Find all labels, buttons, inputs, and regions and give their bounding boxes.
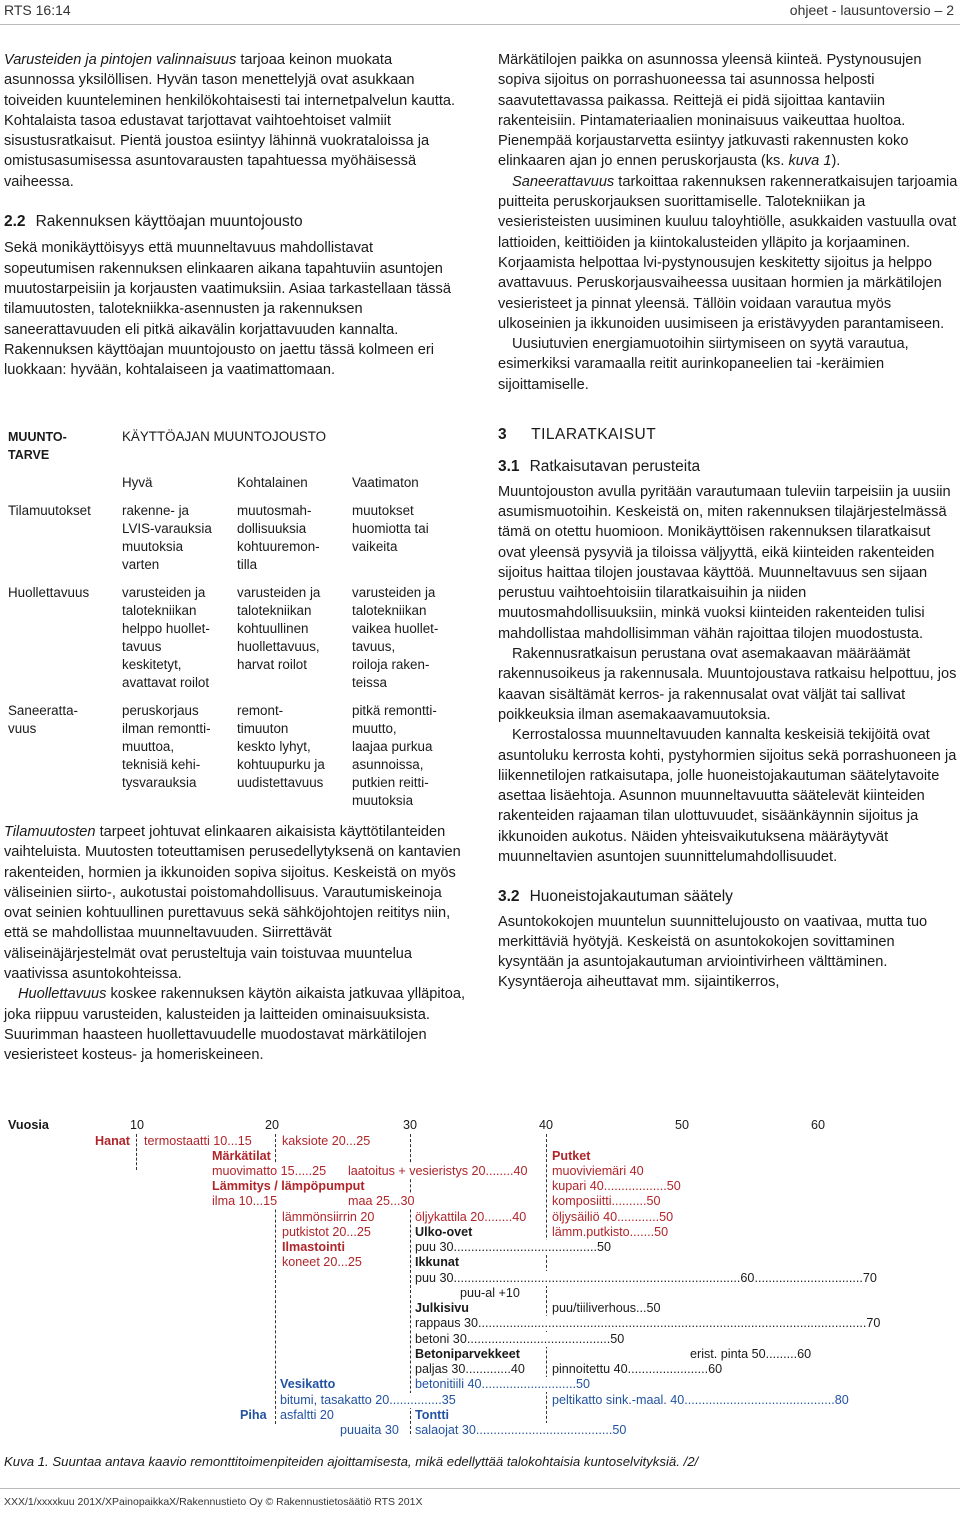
timeline-item: pinnoitettu 40.......................60 (552, 1362, 723, 1376)
table-row-label: Saneeratta- vuus (8, 703, 78, 736)
timeline-gridline (136, 1134, 137, 1170)
table-cell: varusteiden ja talotekniikan vaikea huollet- tavuus, roiloja raken- teissa (352, 585, 439, 690)
timeline-axis-label: Vuosia (8, 1118, 49, 1132)
timeline-item: betonitiili 40...........................50 (415, 1377, 590, 1391)
timeline-year: 40 (539, 1118, 554, 1132)
table-cell: remont- timuuton keskto lyhyt, kohtuupurku ja uudistettavuus (237, 703, 325, 790)
page-header (0, 0, 960, 24)
timeline-item: maa 25...30 (348, 1194, 415, 1208)
intro-paragraph (4, 50, 466, 192)
timeline-item: Tontti (415, 1408, 450, 1422)
header-rule (0, 24, 960, 25)
table-col-kohtalainen: Kohtalainen (237, 475, 308, 490)
timeline-item: puu 30..................................................................................60...............................70 (415, 1271, 877, 1285)
timeline-item: kaksiote 20...25 (282, 1134, 371, 1148)
right-column (498, 50, 958, 993)
timeline-item: Märkätilat (212, 1149, 271, 1163)
table-col-vaatimaton: Vaatimaton (352, 475, 419, 490)
section-3-1-title: Ratkaisutavan perusteita (529, 458, 701, 476)
timeline-item: Ikkunat (415, 1255, 460, 1269)
tilamuutokset-text: tarpeet johtuvat elinkaaren aikaisista käyttötilanteiden vaihteluista. Muutosten toteuttamisen perusedellytyksenä on kantavien rakenteiden, hormien ja ikkunoiden sopiva sijoitus. Keskeistä on myös väliseinien siirto-, aukotustai poistomahdollisuus. Varautumiskeinoja ovat seinien kohtuullinen purettavuus sekä sähköjohtojen reititys niin, että se mahdollistaa muunneltavuuden. Siirrettävät väliseinäjärjestelmät ovat perusteltuja vain toistuvaa muuntelua vaativissa asuntokohteissa. (4, 824, 461, 983)
timeline-item: asfaltti 20 (280, 1408, 334, 1422)
timeline-item: puu-al +10 (460, 1286, 520, 1300)
section-3-1-paragraph-3: Kerrostalossa muunneltavuuden kannalta keskeisiä tekijöitä ovat asuntoluku kerrosta kohti, pystyhormien sijoitus sekä porrashuoneen ja liikennetilojen ratkaisutapa, jolle huoneistojakautuman säätelytavoite asettaa lisäehtoja. Asunnon muunneltavuutta säätelevät kiinteiden rakenteiden rajaaman tilan ulottuvuudet, sisäänkäynnin sijoitus ja ikkunoiden aukotus. Näiden yhteisvaikutuksena määräytyvät muunneltavien asuntojen suunnittelumahdollisuudet. (498, 727, 957, 865)
wet-rooms-text: Märkätilojen paikka on asunnossa yleensä kiinteä. Pystynousujen sopiva sijoitus on porrashuoneessa tai asunnossa helposti saavutettavassa paikassa. Reittejä ei pidä sijoittaa kantaviin rakenteisiin. Pintamateriaalien moninaisuus vaikeuttaa huoltoa. Pienempää korjaustarvetta esiintyy jatkuvasti rakennusten koko elinkaaren ajan jo ennen peruskorjausta (ks. (498, 52, 922, 170)
section-3-number: 3 (498, 426, 508, 444)
table-row-label: Huollettavuus (8, 585, 90, 600)
timeline-gridline (410, 1134, 411, 1434)
tilamuutokset-term: Tilamuutosten (4, 824, 96, 840)
timeline-year: 50 (675, 1118, 690, 1132)
table-cell: varusteiden ja talotekniikan kohtuullinen huollettavuus, harvat roilot (237, 585, 321, 672)
timeline-item: ilma 10...15 (212, 1194, 278, 1208)
footer-rule (0, 1488, 960, 1489)
timeline-year: 20 (265, 1118, 280, 1132)
timeline-year: 30 (403, 1118, 418, 1132)
huollettavuus-text: koskee rakennuksen käytön aikaista jatkuvaa ylläpitoa, joka riippuu varusteiden, kalusteiden ja laitteiden ominaisuuksista. Suurimman haasteen huollettavuudelle muodostavat märkätilojen vesieristeet kosteus- ja homeriskeineen. (4, 986, 466, 1064)
section-3-2-paragraph: Asuntokokojen muuntelun suunnittelujousto on vaativaa, mutta tuo merkittäviä hyötyjä. Keskeistä on asuntokokojen sovittaminen kysyntään ja asuntojakautuman arviointivirheen välttäminen. Kysyntäeroja aiheuttavat mm. sijaintikerros, (498, 913, 928, 991)
section-3-2-number: 3.2 (498, 888, 520, 906)
saneerattavuus-term: Saneerattavuus (512, 173, 615, 190)
intro-text: tarjoaa keinon muokata asunnossa yksilöllisen. Hyvän tason menettelyjä ovat asukkaan toiveiden kuunteleminen henkilökohtaisesti tai internetpalvelun kautta. Kohtalaista tasoa edustavat tarjottavat vaihtoehtoiset valmiit sisustusratkaisut. Pientä joustoa esiintyy lähinnä vuokrataloissa ja omistusasumisessa asuntovarausten tapahtuessa myöhäisessä vaiheessa. (4, 52, 456, 190)
tilamuutokset-paragraph (4, 822, 466, 984)
saneerattavuus-text: tarkoittaa rakennuksen rakenneratkaisujen tarjoamia puitteita peruskorjauksen suorittamiselle. Talotekniikan ja vesieristeisten uusiminen kuuluu taloyhtiölle, asukkaiden vastuulla ovat lattioiden, keittiöiden ja kiintokalusteiden ylläpito ja korjaaminen. Korjaamista helpottaa lvi-pystynousujen keskitetty sijoitus ja helppo avattavuus. Peruskorjausvaiheessa uusitaan hormien ja märkätilojen vesieristeet ja pinnat yleensä. Tällöin voidaan varautua myös ulkoseinien ja ikkunoiden uusimiseen ja eristävyyden parantamiseen. (498, 173, 958, 332)
section-2-2-heading (4, 212, 466, 232)
timeline-item: putkistot 20...25 (282, 1225, 371, 1239)
wet-rooms-paragraph (498, 50, 958, 172)
timeline-item: erist. pinta 50.........60 (690, 1347, 812, 1361)
timeline-item: paljas 30.............40 (415, 1362, 525, 1376)
renovation-timeline (0, 1110, 960, 1445)
timeline-item: laatoitus + vesieristys 20........40 (348, 1164, 528, 1178)
table-row-label: Tilamuutokset (8, 503, 91, 518)
table-cell: peruskorjaus ilman remontti- muuttoa, teknisiä kehi- tysvarauksia (122, 703, 211, 790)
table-corner: MUUNTO- TARVE (8, 430, 67, 462)
timeline-item: kupari 40..................50 (552, 1179, 681, 1193)
section-3-1-heading (498, 457, 958, 477)
timeline-item: Ulko-ovet (415, 1225, 473, 1239)
timeline-item: lämmönsiirrin 20 (282, 1210, 375, 1224)
table-title: KÄYTTÖAJAN MUUNTOJOUSTO (122, 429, 327, 444)
timeline-year: 10 (130, 1118, 145, 1132)
table-col-hyva: Hyvä (122, 475, 153, 490)
header-left: RTS 16:14 (4, 2, 71, 18)
table-cell: muutosmah- dollisuuksia kohtuuremon- tilla (237, 503, 320, 572)
timeline-item: peltikatto sink.-maal. 40...........................................80 (552, 1393, 849, 1407)
timeline-item: Lämmitys / lämpöpumput (212, 1179, 365, 1193)
table-cell: rakenne- ja LVIS-varauksia muutoksia varten (122, 503, 212, 572)
timeline-item: öljykattila 20........40 (415, 1210, 527, 1224)
adaptability-table (8, 428, 468, 818)
section-3-title: TILARATKAISUT (531, 426, 657, 444)
timeline-item: Julkisivu (415, 1301, 469, 1315)
timeline-item: termostaatti 10...15 (144, 1134, 252, 1148)
timeline-item: Putket (552, 1149, 591, 1163)
intro-term: Varusteiden ja pintojen valinnaisuus (4, 52, 237, 68)
timeline-item: muoviviemäri 40 (552, 1164, 644, 1178)
timeline-item: koneet 20...25 (282, 1255, 362, 1269)
figure-caption: Kuva 1. Suuntaa antava kaavio remonttitoimenpiteiden ajoittamisesta, mikä edellyttää talokohtaisia kuntoselvityksiä. /2/ (4, 1454, 699, 1469)
page-footer: XXX/1/xxxxkuu 201X/XPainopaikkaX/Rakennustieto Oy © Rakennustietosäätiö RTS 201X (4, 1496, 423, 1508)
huollettavuus-term: Huollettavuus (18, 986, 107, 1003)
section-3-2-title: Huoneistojakautuman säätely (529, 888, 733, 906)
section-2-2-paragraph: Sekä monikäyttöisyys että muunneltavuus mahdollistavat sopeutumisen rakennuksen elinkaaren aikana tapahtuviin asuntojen muutostarpeisiin ja korjausten vaatimuksiin. Asiaa tarkastellaan tässä tilamuutosten, talotekniikka-asennusten ja rakennuksen saneerattavuuden eli pitkä aikavälin korjattavuuden kannalta. Rakennuksen käyttöajan muuntojousto on jaettu tässä kolmeen eri luokkaan: hyvään, kohtalaiseen ja vaatimattomaan. (4, 240, 451, 379)
timeline-item: Piha (240, 1408, 267, 1422)
figure-reference: kuva 1 (788, 153, 832, 170)
header-right: ohjeet - lausuntoversio – 2 (789, 2, 954, 18)
energy-paragraph: Uusiutuvien energiamuotoihin siirtymiseen on syytä varautua, esimerkiksi varamaalla reitit aurinkopaneelien tai -keräimien sijoittamiselle. (498, 336, 909, 393)
section-2-2-title: Rakennuksen käyttöajan muuntojousto (35, 213, 303, 231)
timeline-item: lämm.putkisto.......50 (552, 1225, 669, 1239)
section-3-1-paragraph-2: Rakennusratkaisun perustana ovat asemakaavan määräämät rakennusoikeus ja rakennusala. Muuntojoustava ratkaisu helpottuu, jos kaavan sisältämät kerros- ja rakennusalat ovat väljät tai sallivat poikkeuksia ilman asemakaavamuutoksia. (498, 646, 957, 723)
table-cell: varusteiden ja talotekniikan helppo huollet- tavuus keskitetyt, avattavat roilot (122, 585, 210, 690)
wet-rooms-end: ). (831, 153, 841, 170)
section-3-2-heading (498, 887, 958, 907)
table-cell: pitkä remontti- muutto, laajaa purkua asunnoissa, putkien reitti- muutoksia (352, 703, 437, 808)
timeline-item: puu 30.........................................50 (415, 1240, 611, 1254)
table-cell: muutokset huomiotta tai vaikeita (352, 503, 429, 554)
timeline-item: puuaita 30 (340, 1423, 399, 1437)
left-column-top (4, 50, 466, 380)
saneerattavuus-paragraph (498, 172, 958, 334)
timeline-item: betoni 30.........................................50 (415, 1332, 625, 1346)
section-3-1-number: 3.1 (498, 458, 520, 476)
timeline-item: Betoniparvekkeet (415, 1347, 520, 1361)
timeline-item: öljysäiliö 40............50 (552, 1210, 674, 1224)
timeline-item: komposiitti..........50 (552, 1194, 661, 1208)
timeline-item: Ilmastointi (282, 1240, 345, 1254)
timeline-item: puu/tiiliverhous...50 (552, 1301, 661, 1315)
section-2-2-number: 2.2 (4, 213, 26, 231)
timeline-year: 60 (811, 1118, 826, 1132)
huollettavuus-paragraph (4, 984, 466, 1065)
timeline-item: Vesikatto (280, 1377, 336, 1391)
timeline-item: salaojat 30.......................................50 (415, 1423, 627, 1437)
section-3-1-paragraph-1: Muuntojouston avulla pyritään varautumaan tuleviin tarpeisiin ja uusiin asumismuotoihin. Keskeistä on, miten rakennuksen tilajärjestelmässä tämä on otettu huomioon. Monikäyttöisen rakennuksen tilaratkaisut ovat yleensä pysyviä ja tiloissa väljyyttä, eikä kiinteiden rakenteiden sijoitus haittaa tilojen joustavaa käyttöä. Muunneltavuus sen sijaan perustuu vaihtoehtoisiin tilaratkaisuihin ja niiden muutosmahdollisuuksiin, minkä vuoksi kiinteiden rakenteiden tulisi mahdollistaa mahdollisimman vähän rajoittaa tilojen muodostusta. (498, 483, 951, 642)
section-3-heading (498, 425, 958, 445)
timeline-item: Hanat (95, 1134, 130, 1148)
left-column-bottom (4, 822, 466, 1066)
timeline-item: muovimatto 15.....25 (212, 1164, 327, 1178)
timeline-item: bitumi, tasakatto 20...............35 (280, 1393, 456, 1407)
timeline-item: rappaus 30...............................................................................................................70 (415, 1316, 881, 1330)
